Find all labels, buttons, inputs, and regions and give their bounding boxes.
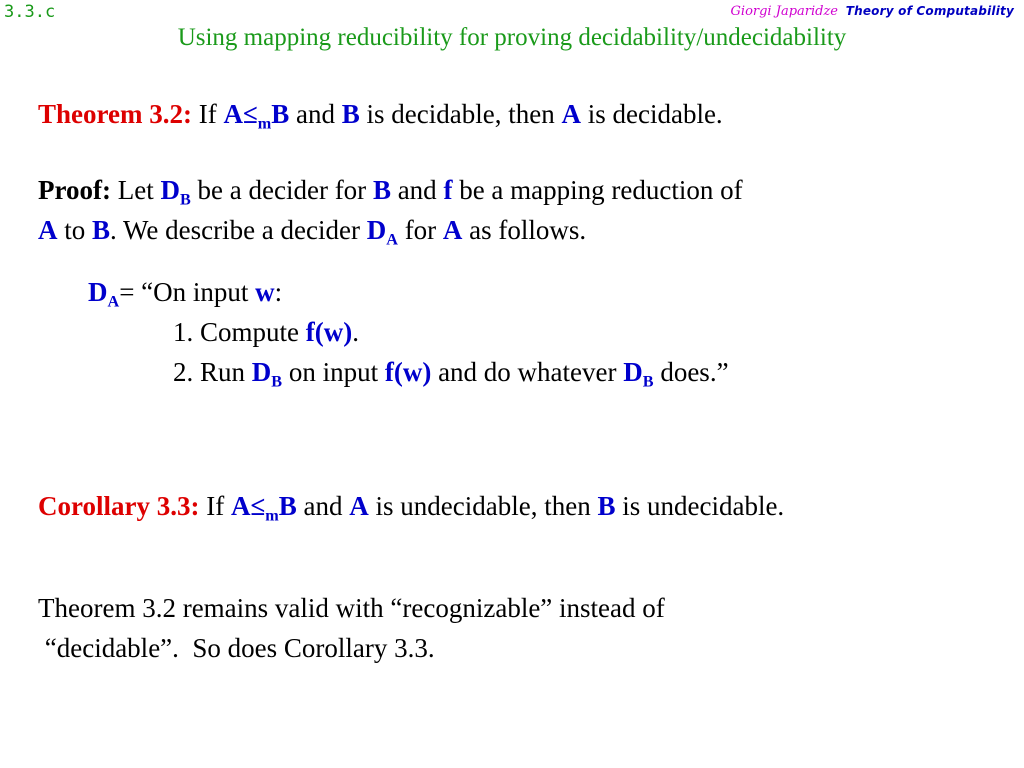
decider-subscript: B <box>271 372 283 391</box>
decider-d: D <box>251 357 272 387</box>
proof-text: be a mapping reduction of <box>452 175 743 205</box>
decider-d: D <box>623 357 643 387</box>
corollary-text: and <box>296 491 350 521</box>
mapping-subscript: m <box>257 114 272 133</box>
decider-d: D <box>366 215 387 245</box>
corollary-set-b: B <box>278 491 297 521</box>
function-fw: f(w) <box>305 317 353 347</box>
proof-text: and <box>390 175 444 205</box>
proof-set-a: A <box>442 215 463 245</box>
theorem-set-a: A <box>561 99 581 129</box>
corollary-label: Corollary 3.3: <box>38 491 200 521</box>
leq-symbol: ≤ <box>242 99 258 129</box>
slide-number: 3.3.c <box>4 2 56 22</box>
corollary-set-a: A <box>349 491 369 521</box>
decider-subscript: A <box>386 230 398 249</box>
proof-text: . We describe a decider <box>110 215 367 245</box>
input-w: w <box>255 277 275 307</box>
corollary-set-b: B <box>597 491 616 521</box>
algorithm-text: on input <box>282 357 385 387</box>
algorithm-text: 2. Run <box>173 357 252 387</box>
algorithm-header <box>88 272 282 312</box>
proof-set-a: A <box>38 215 58 245</box>
mapping-subscript: m <box>265 506 279 525</box>
header-course-title: Theory of Computability <box>845 4 1014 18</box>
proof-label: Proof: <box>38 175 111 205</box>
proof-text: Let <box>110 175 161 205</box>
function-fw: f(w) <box>384 357 432 387</box>
leq-symbol: ≤ <box>250 491 266 521</box>
corollary-text: If <box>199 491 231 521</box>
proof-text: to <box>57 215 93 245</box>
theorem-statement <box>38 94 723 134</box>
decider-subscript: A <box>107 292 120 311</box>
proof-text: as follows. <box>462 215 587 245</box>
proof-text: be a decider for <box>190 175 373 205</box>
decider-d: D <box>160 175 180 205</box>
theorem-text: is decidable, then <box>359 99 562 129</box>
algorithm-text: does.” <box>653 357 729 387</box>
note-line-2: “decidable”. So does Corollary 3.3. <box>38 633 435 663</box>
note-line-1: Theorem 3.2 remains valid with “recognizable” instead of <box>38 593 665 623</box>
decider-d: D <box>88 277 108 307</box>
proof-line-1 <box>38 170 743 210</box>
algorithm-text: 1. Compute <box>173 317 306 347</box>
algorithm-text: and do whatever <box>431 357 624 387</box>
theorem-set-b: B <box>271 99 290 129</box>
corollary-text: is undecidable, then <box>368 491 598 521</box>
theorem-label: Theorem 3.2: <box>38 99 192 129</box>
theorem-set-a: A <box>223 99 243 129</box>
algorithm-text: : <box>274 277 283 307</box>
reduction-f: f <box>443 175 453 205</box>
theorem-text: is decidable. <box>580 99 723 129</box>
algorithm-text: . <box>352 317 359 347</box>
algorithm-step-1 <box>173 312 359 352</box>
decider-subscript: B <box>179 190 191 209</box>
algorithm-text: = “On input <box>119 277 256 307</box>
corollary-set-a: A <box>230 491 251 521</box>
proof-line-2 <box>38 210 586 250</box>
corollary-statement <box>38 486 784 526</box>
theorem-text: and <box>289 99 342 129</box>
header-author: Giorgi Japaridze <box>730 4 838 19</box>
proof-set-b: B <box>372 175 391 205</box>
proof-set-b: B <box>92 215 111 245</box>
slide-title: Using mapping reducibility for proving decidability/undecidability <box>177 24 847 51</box>
proof-text: for <box>397 215 443 245</box>
algorithm-step-2 <box>173 352 729 392</box>
corollary-text: is undecidable. <box>615 491 785 521</box>
theorem-text: If <box>191 99 224 129</box>
decider-subscript: B <box>642 372 654 391</box>
theorem-set-b: B <box>341 99 360 129</box>
